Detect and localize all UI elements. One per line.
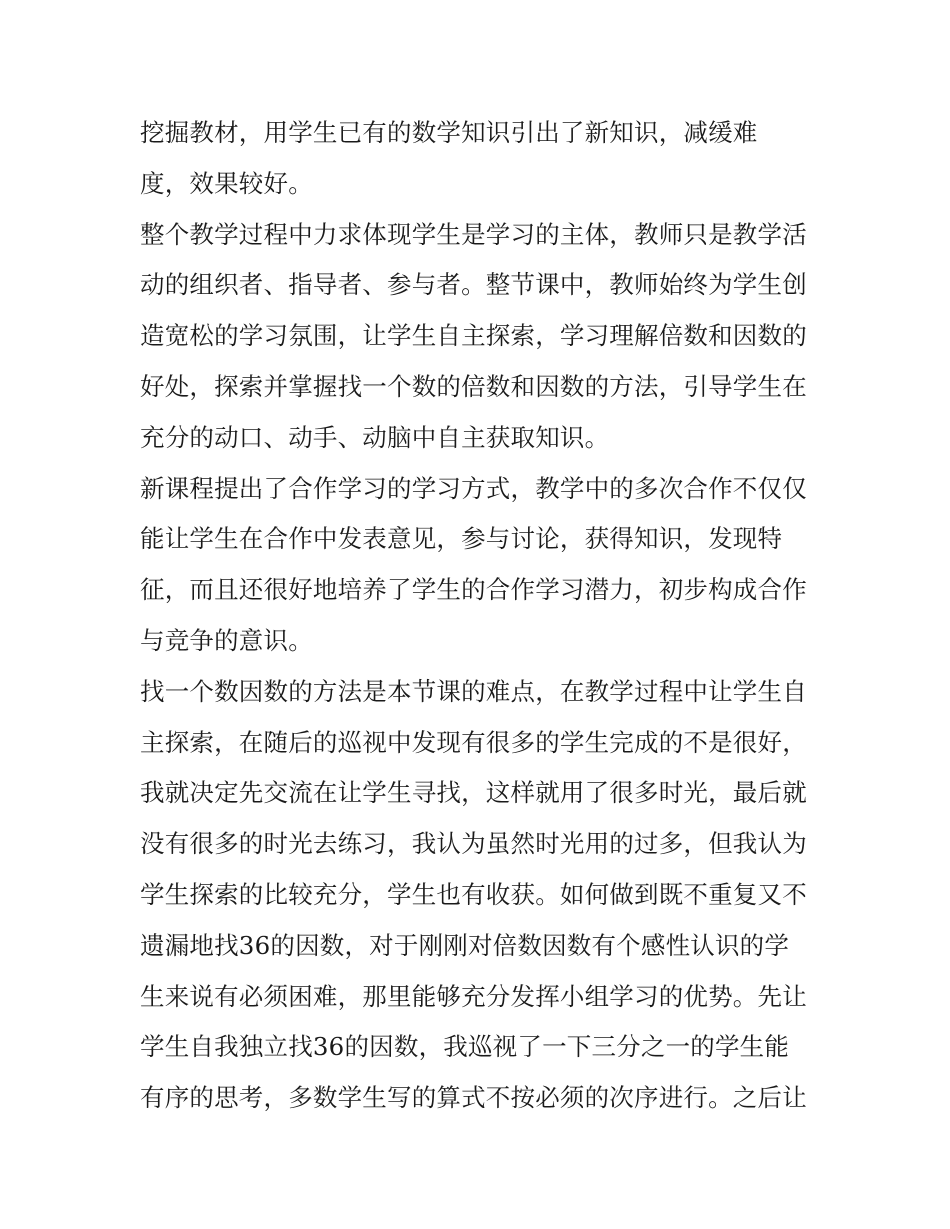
- text-line: 学生探索的比较充分，学生也有收获。如何做到既不重复又不: [140, 879, 807, 909]
- text-line: 征，而且还很好地培养了学生的合作学习潜力，初步构成合作: [140, 575, 807, 605]
- text-line: 遗漏地找36的因数，对于刚刚对倍数因数有个感性认识的学: [140, 930, 790, 960]
- text-line: 好处，探索并掌握找一个数的倍数和因数的方法，引导学生在: [140, 371, 807, 401]
- text-line: 我就决定先交流在让学生寻找，这样就用了很多时光，最后就: [140, 778, 807, 808]
- text-line: 没有很多的时光去练习，我认为虽然时光用的过多，但我认为: [140, 829, 807, 859]
- text-line: 动的组织者、指导者、参与者。整节课中，教师始终为学生创: [140, 270, 807, 300]
- text-line: 生来说有必须困难，那里能够充分发挥小组学习的优势。先让: [140, 981, 807, 1011]
- text-line: 新课程提出了合作学习的学习方式，教学中的多次合作不仅仅: [140, 473, 807, 503]
- text-line: 充分的动口、动手、动脑中自主获取知识。: [140, 422, 610, 452]
- text-line: 度，效果较好。: [140, 168, 313, 198]
- text-line: 有序的思考，多数学生写的算式不按必须的次序进行。之后让: [140, 1083, 807, 1113]
- text-line: 挖掘教材，用学生已有的数学知识引出了新知识，减缓难: [140, 118, 758, 147]
- text-line: 与竞争的意识。: [140, 625, 313, 655]
- text-line: 找一个数因数的方法是本节课的难点，在教学过程中让学生自: [140, 676, 807, 706]
- text-line: 学生自我独立找36的因数，我巡视了一下三分之一的学生能: [140, 1032, 790, 1062]
- text-line: 造宽松的学习氛围，让学生自主探索，学习理解倍数和因数的: [140, 321, 807, 351]
- text-line: 能让学生在合作中发表意见，参与讨论，获得知识，发现特: [140, 524, 783, 554]
- body-text: [140, 108, 820, 1124]
- text-line: 主探索，在随后的巡视中发现有很多的学生完成的不是很好，: [140, 727, 807, 757]
- text-line: 整个教学过程中力求体现学生是学习的主体，教师只是教学活: [140, 219, 807, 249]
